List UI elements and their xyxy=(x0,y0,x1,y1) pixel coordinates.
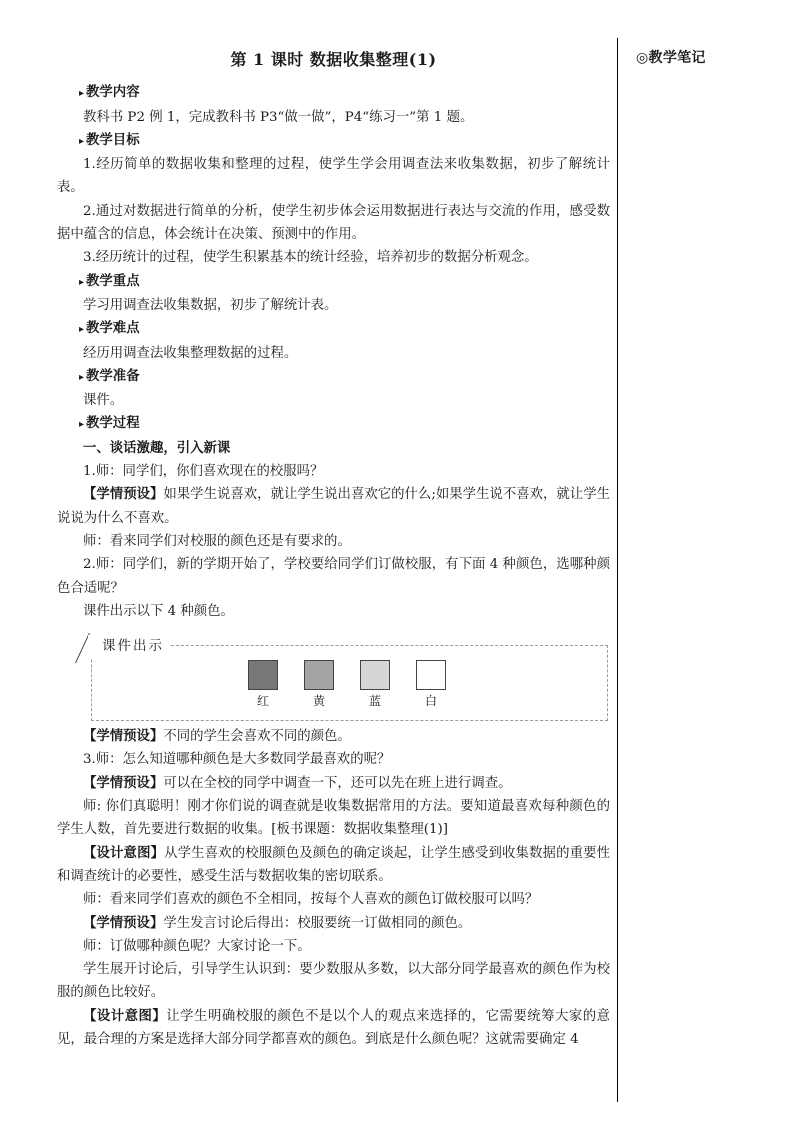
color-swatch-white xyxy=(416,660,446,690)
process-line-1: 1.师：同学们，你们喜欢现在的校服吗？ xyxy=(83,464,324,480)
section-heading-content: ▸ 教学内容 xyxy=(57,81,610,105)
preparation-text: 课件。 xyxy=(83,393,124,409)
margin-divider xyxy=(617,38,618,1102)
page-title: 第 1 课时 数据收集整理(1) xyxy=(230,50,437,69)
process-line-5: 课件出示以下 4 种颜色。 xyxy=(83,603,234,619)
content-text: 教科书 P2 例 1，完成教科书 P3“做一做”，P4“练习一”第 1 题。 xyxy=(83,109,474,125)
after-line-10: 【设计意图】让学生明确校服的颜色不是以个人的观点来选择的，它需要统筹大家的意见，最合理的方案是选择大部分同学都喜欢的颜色。到底是什么颜色呢？这就需要确定 4 xyxy=(57,1007,611,1047)
color-swatch-red xyxy=(248,660,278,690)
color-label-white: 白 xyxy=(424,694,437,709)
process-line-4: 2.师：同学们，新的学期开始了，学校要给同学们订做校服，有下面 4 种颜色，选哪种颜色合适呢？ xyxy=(57,557,610,596)
color-swatch-yellow xyxy=(304,660,334,690)
section-heading-key: ▸ 教学重点 xyxy=(57,270,610,294)
goal-3: 3.经历统计的过程，使学生积累基本的统计经验，培养初步的数据分析观念。 xyxy=(83,250,538,266)
section-heading-goals: ▸ 教学目标 xyxy=(57,129,610,153)
process-line-2: 【学情预设】如果学生说喜欢，就让学生说出喜欢它的什么;如果学生说不喜欢，就让学生说说为什么不喜欢。 xyxy=(57,486,611,526)
key-text: 学习用调查法收集数据，初步了解统计表。 xyxy=(83,297,338,313)
after-line-7: 【学情预设】学生发言讨论后得出：校服要统一订做相同的颜色。 xyxy=(83,914,472,931)
tag-learning-preset: 【学情预设】 xyxy=(83,914,164,931)
part-1-heading: 一、谈话激趣，引入新课 xyxy=(83,439,231,456)
goal-2: 2.通过对数据进行简单的分析，使学生初步体会运用数据进行表达与交流的作用，感受数据中蕴含的信息，体会统计在决策、预测中的作用。 xyxy=(57,203,610,243)
section-heading-preparation: ▸ 教学准备 xyxy=(57,365,610,389)
color-swatch-blue xyxy=(360,660,390,690)
section-heading-difficulty: ▸ 教学难点 xyxy=(57,317,610,341)
tag-design-intent: 【设计意图】 xyxy=(83,1007,167,1024)
courseware-box xyxy=(91,638,608,721)
after-line-6: 师：看来同学们喜欢的颜色不全相同，按每个人喜欢的颜色订做校服可以吗？ xyxy=(83,892,539,908)
courseware-label: 课件出示 xyxy=(88,635,170,658)
tag-learning-preset: 【学情预设】 xyxy=(83,774,164,791)
process-line-3: 师：看来同学们对校服的颜色还是有要求的。 xyxy=(83,533,351,549)
tag-learning-preset: 【学情预设】 xyxy=(83,486,164,503)
after-line-3: 【学情预设】可以在全校的同学中调查一下，还可以先在班上进行调查。 xyxy=(83,774,512,791)
after-line-1: 【学情预设】不同的学生会喜欢不同的颜色。 xyxy=(83,728,351,745)
notes-column-title: ◎教学笔记 xyxy=(636,50,706,66)
difficulty-text: 经历用调查法收集整理数据的过程。 xyxy=(83,345,298,361)
lesson-plan-body xyxy=(57,48,610,1051)
after-line-2: 3.师：怎么知道哪种颜色是大多数同学最喜欢的呢？ xyxy=(83,752,391,768)
after-line-8: 师：订做哪种颜色呢？大家讨论一下。 xyxy=(83,938,311,954)
goal-1: 1.经历简单的数据收集和整理的过程，使学生学会用调查法来收集数据，初步了解统计表。 xyxy=(57,157,610,196)
after-line-4: 师: 你们真聪明！刚才你们说的调查就是收集数据常用的方法。要知道最喜欢每种颜色的学生人数，首先要进行数据的收集。[板书课题：数据收集整理(1)] xyxy=(57,799,610,838)
color-label-blue: 蓝 xyxy=(368,694,381,709)
section-heading-process: ▸ 教学过程 xyxy=(57,412,610,436)
after-line-5: 【设计意图】从学生喜欢的校服颜色及颜色的确定谈起，让学生感受到收集数据的重要性和调查统计的必要性，感受生活与数据收集的密切联系。 xyxy=(57,844,611,884)
tag-design-intent: 【设计意图】 xyxy=(83,844,165,861)
after-line-9: 学生展开讨论后，引导学生认识到：要少数服从多数，以大部分同学最喜欢的颜色作为校服的颜色比较好。 xyxy=(57,962,610,1001)
color-label-red: 红 xyxy=(256,694,269,709)
color-label-yellow: 黄 xyxy=(312,694,325,709)
tag-learning-preset: 【学情预设】 xyxy=(83,728,164,745)
